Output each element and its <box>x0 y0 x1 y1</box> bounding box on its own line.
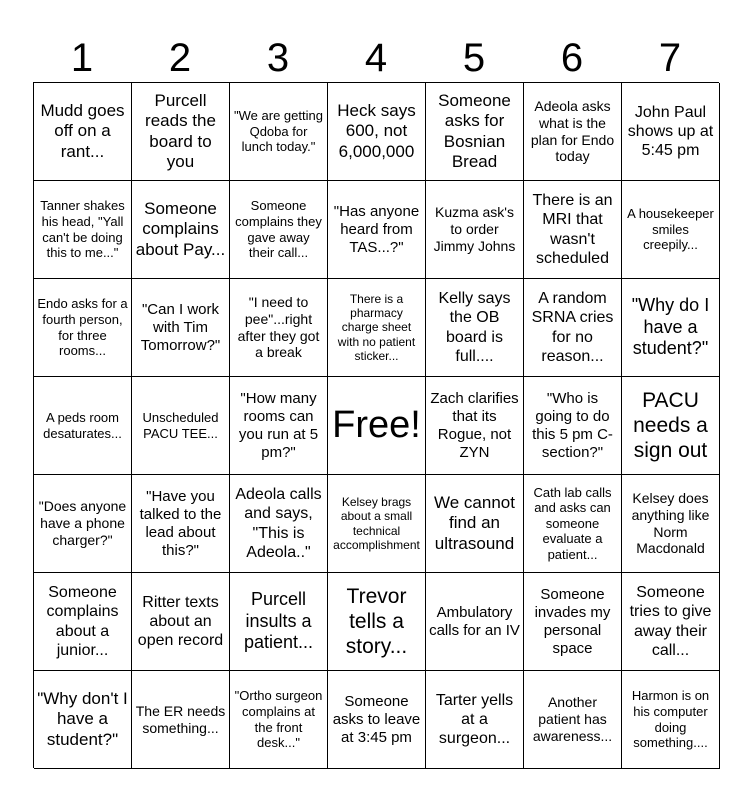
bingo-cell[interactable]: Purcell insults a patient... <box>230 573 328 671</box>
bingo-cell[interactable]: "Ortho surgeon complains at the front desk..." <box>230 671 328 769</box>
column-number-1: 1 <box>70 36 94 80</box>
column-number-7: 7 <box>658 36 682 80</box>
column-number-3: 3 <box>266 36 290 80</box>
bingo-cell[interactable]: Someone asks to leave at 3:45 pm <box>328 671 426 769</box>
bingo-cell[interactable]: Kelly says the OB board is full.... <box>426 279 524 377</box>
bingo-cell[interactable]: "I need to pee"...right after they got a break <box>230 279 328 377</box>
bingo-cell[interactable]: Mudd goes off on a rant... <box>34 83 132 181</box>
bingo-cell[interactable]: Adeola calls and says, "This is Adeola.." <box>230 475 328 573</box>
bingo-cell[interactable]: Tanner shakes his head, "Yall can't be doing this to me..." <box>34 181 132 279</box>
bingo-cell[interactable]: "We are getting Qdoba for lunch today." <box>230 83 328 181</box>
bingo-cell[interactable]: Harmon is on his computer doing something.... <box>622 671 720 769</box>
column-number-4: 4 <box>364 36 388 80</box>
bingo-cell[interactable]: Kuzma ask's to order Jimmy Johns <box>426 181 524 279</box>
bingo-free-cell[interactable]: Free! <box>328 377 426 475</box>
bingo-cell[interactable]: There is an MRI that wasn't scheduled <box>524 181 622 279</box>
bingo-cell[interactable]: "Has anyone heard from TAS...?" <box>328 181 426 279</box>
bingo-cell[interactable]: Someone complains they gave away their call... <box>230 181 328 279</box>
bingo-cell[interactable]: "Have you talked to the lead about this?" <box>132 475 230 573</box>
bingo-cell[interactable]: PACU needs a sign out <box>622 377 720 475</box>
bingo-cell[interactable]: Ambulatory calls for an IV <box>426 573 524 671</box>
bingo-cell[interactable]: Another patient has awareness... <box>524 671 622 769</box>
bingo-cell[interactable]: "Can I work with Tim Tomorrow?" <box>132 279 230 377</box>
bingo-cell[interactable]: A housekeeper smiles creepily... <box>622 181 720 279</box>
bingo-cell[interactable]: We cannot find an ultrasound <box>426 475 524 573</box>
bingo-cell[interactable]: Endo asks for a fourth person, for three rooms... <box>34 279 132 377</box>
bingo-cell[interactable]: Ritter texts about an open record <box>132 573 230 671</box>
bingo-cell[interactable]: Someone asks for Bosnian Bread <box>426 83 524 181</box>
bingo-cell[interactable]: "Why do I have a student?" <box>622 279 720 377</box>
bingo-cell[interactable]: Kelsey brags about a small technical accomplishment <box>328 475 426 573</box>
bingo-cell[interactable]: Purcell reads the board to you <box>132 83 230 181</box>
bingo-cell[interactable]: "How many rooms can you run at 5 pm?" <box>230 377 328 475</box>
bingo-cell[interactable]: Unscheduled PACU TEE... <box>132 377 230 475</box>
bingo-cell[interactable]: A peds room desaturates... <box>34 377 132 475</box>
bingo-column-headers <box>33 34 719 82</box>
column-number-2: 2 <box>168 36 192 80</box>
bingo-board <box>33 82 719 768</box>
bingo-cell[interactable]: Cath lab calls and asks can someone evaluate a patient... <box>524 475 622 573</box>
bingo-cell[interactable]: There is a pharmacy charge sheet with no patient sticker... <box>328 279 426 377</box>
bingo-cell[interactable]: Heck says 600, not 6,000,000 <box>328 83 426 181</box>
bingo-cell[interactable]: Someone tries to give away their call... <box>622 573 720 671</box>
bingo-cell[interactable]: Someone complains about Pay... <box>132 181 230 279</box>
bingo-cell[interactable]: Someone complains about a junior... <box>34 573 132 671</box>
bingo-cell[interactable]: Someone invades my personal space <box>524 573 622 671</box>
bingo-cell[interactable]: Adeola asks what is the plan for Endo today <box>524 83 622 181</box>
bingo-cell[interactable]: "Why don't I have a student?" <box>34 671 132 769</box>
bingo-cell[interactable]: "Does anyone have a phone charger?" <box>34 475 132 573</box>
column-number-5: 5 <box>462 36 486 80</box>
column-number-6: 6 <box>560 36 584 80</box>
bingo-cell[interactable]: Zach clarifies that its Rogue, not ZYN <box>426 377 524 475</box>
bingo-cell[interactable]: The ER needs something... <box>132 671 230 769</box>
bingo-cell[interactable]: Tarter yells at a surgeon... <box>426 671 524 769</box>
bingo-cell[interactable]: "Who is going to do this 5 pm C-section?" <box>524 377 622 475</box>
bingo-cell[interactable]: Trevor tells a story... <box>328 573 426 671</box>
bingo-cell[interactable]: John Paul shows up at 5:45 pm <box>622 83 720 181</box>
bingo-cell[interactable]: A random SRNA cries for no reason... <box>524 279 622 377</box>
bingo-cell[interactable]: Kelsey does anything like Norm Macdonald <box>622 475 720 573</box>
